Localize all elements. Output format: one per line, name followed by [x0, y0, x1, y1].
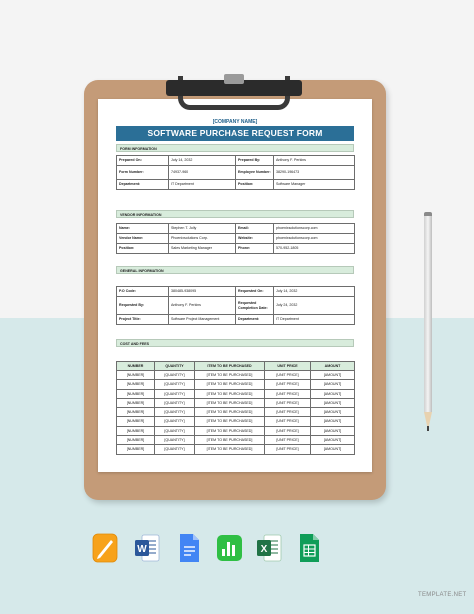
app-icons-row: [92, 532, 332, 566]
table-row: [NUMBER] [QUANTITY] [ITEM TO BE PURCHASED] [UNIT PRICE] [AMOUNT]: [117, 389, 355, 398]
table-row: [NUMBER] [QUANTITY] [ITEM TO BE PURCHASED] [UNIT PRICE] [AMOUNT]: [117, 380, 355, 389]
google-docs-icon[interactable]: [176, 532, 202, 564]
excel-icon[interactable]: [256, 532, 282, 564]
form-title: SOFTWARE PURCHASE REQUEST FORM: [116, 126, 354, 141]
column-header: QUANTITY: [155, 362, 195, 371]
cost-and-fees-table: [116, 361, 354, 455]
section-general-information: GENERAL INFORMATION: [116, 266, 354, 274]
word-icon[interactable]: [134, 532, 160, 564]
numbers-icon[interactable]: [216, 532, 242, 564]
watermark: TEMPLATE.NET: [418, 592, 467, 598]
general-information-table: [116, 286, 354, 325]
pages-icon[interactable]: [92, 532, 118, 564]
cost-rows: [117, 371, 355, 455]
section-vendor-information: VENDOR INFORMATION: [116, 210, 354, 218]
form-paper: [98, 99, 372, 472]
google-sheets-icon[interactable]: [296, 532, 322, 564]
vendor-information-table: [116, 223, 354, 254]
column-header: AMOUNT: [311, 362, 355, 371]
table-row: P.O Code: 380485-938095 Requested On: July 14, 2032: [117, 287, 355, 297]
table-row: Requested By: Anthony F. Perkins Requested Completion Date: July 24, 2032: [117, 297, 355, 315]
table-row: Vendor Name: Phoenixsolutions Corp. Website: phoenixsolutionscorp.com: [117, 234, 355, 244]
table-row: [NUMBER] [QUANTITY] [ITEM TO BE PURCHASED] [UNIT PRICE] [AMOUNT]: [117, 417, 355, 426]
section-cost-and-fees: COST AND FEES: [116, 339, 354, 347]
column-header: ITEM TO BE PURCHASED: [195, 362, 265, 371]
table-row: [NUMBER] [QUANTITY] [ITEM TO BE PURCHASED] [UNIT PRICE] [AMOUNT]: [117, 408, 355, 417]
table-row: Project Title: Software Project Management Department: IT Department: [117, 315, 355, 325]
pencil: [423, 212, 433, 432]
clipboard-clip: [166, 76, 302, 112]
table-row: [NUMBER] [QUANTITY] [ITEM TO BE PURCHASED] [UNIT PRICE] [AMOUNT]: [117, 436, 355, 445]
svg-text:X: X: [260, 544, 268, 555]
column-header: NUMBER: [117, 362, 155, 371]
table-row: Form Number: 74937-960 Employee Number: 38290-196473: [117, 166, 355, 180]
table-row: Position: Sales Marketing Manager Phone: 570-952-1805: [117, 244, 355, 254]
table-row: Department: IT Department Position: Software Manager: [117, 180, 355, 190]
form-information-table: [116, 155, 354, 190]
company-name: [COMPANY NAME]: [212, 119, 258, 125]
column-header: UNIT PRICE: [265, 362, 311, 371]
table-header-row: [117, 362, 355, 371]
svg-text:W: W: [137, 544, 147, 555]
table-row: [NUMBER] [QUANTITY] [ITEM TO BE PURCHASED] [UNIT PRICE] [AMOUNT]: [117, 426, 355, 435]
section-form-information: FORM INFORMATION: [116, 144, 354, 152]
table-row: Name: Stephen T. Jolly Email: phoenixsolutionscorp.com: [117, 224, 355, 234]
table-row: Prepared On: July 14, 2032 Prepared By: Anthony F. Perkins: [117, 156, 355, 166]
table-row: [NUMBER] [QUANTITY] [ITEM TO BE PURCHASED] [UNIT PRICE] [AMOUNT]: [117, 445, 355, 454]
table-row: [NUMBER] [QUANTITY] [ITEM TO BE PURCHASED] [UNIT PRICE] [AMOUNT]: [117, 371, 355, 380]
table-row: [NUMBER] [QUANTITY] [ITEM TO BE PURCHASED] [UNIT PRICE] [AMOUNT]: [117, 398, 355, 407]
